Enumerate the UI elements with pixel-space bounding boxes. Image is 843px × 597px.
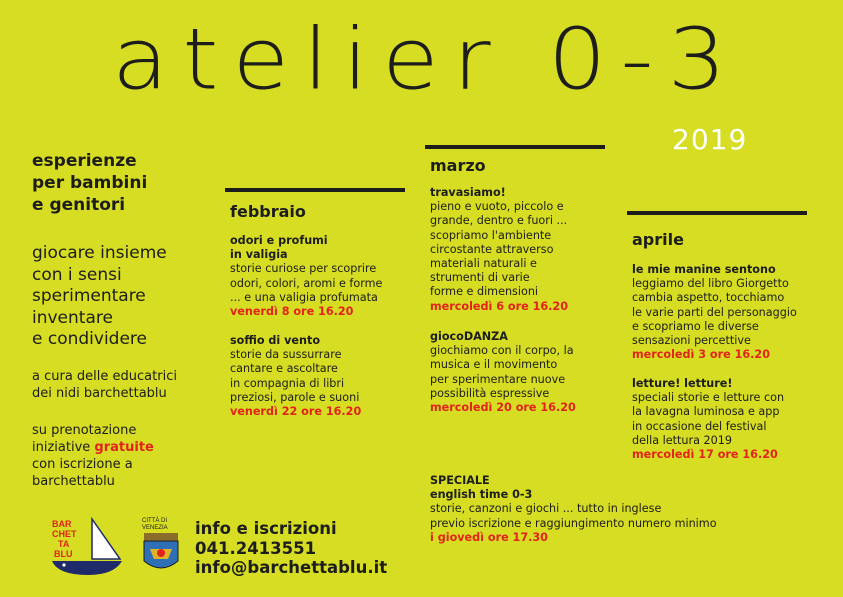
svg-text:TA: TA <box>58 539 70 549</box>
event-marzo-2: giocoDANZA giochiamo con il corpo, la musica e il movimento per sperimentare nuove possibilità espressive mercoledì 20 ore 16.20 <box>430 330 610 415</box>
event-febbraio-2: soffio di vento storie da sussurrare cantare e ascoltare in compagnia di libri preziosi, parole e suoni venerdì 22 ore 16.20 <box>230 334 410 419</box>
intro-lines: giocare insieme con i sensi sperimentare inventare e condividere <box>32 243 167 349</box>
aprile-divider <box>627 211 807 215</box>
event-date: mercoledì 3 ore 16.20 <box>632 348 770 362</box>
svg-text:BAR: BAR <box>52 519 72 529</box>
event-date: mercoledì 20 ore 16.20 <box>430 401 576 415</box>
event-date: venerdì 8 ore 16.20 <box>230 305 354 319</box>
svg-text:CHET: CHET <box>52 529 77 539</box>
month-febbraio: febbraio <box>230 202 306 221</box>
contact-block <box>195 519 387 578</box>
event-febbraio-1: odori e profumi in valigia storie curiose per scoprire odori, colori, aromi e forme ... e una valigia profumata venerdì 8 ore 16.20 <box>230 234 410 319</box>
curated-by: a cura delle educatrici dei nidi barchettablu <box>32 369 177 401</box>
febbraio-divider <box>225 188 405 192</box>
event-date: venerdì 22 ore 16.20 <box>230 405 362 419</box>
contact-label: info e iscrizioni <box>195 519 337 538</box>
free-badge: gratuite <box>94 440 154 455</box>
event-aprile-2: letture! letture! speciali storie e letture con la lavagna luminosa e app in occasione del festival della lettura 2019 mercoledì 17 ore 16.20 <box>632 377 827 462</box>
intro-heading: esperienze per bambini e genitori <box>32 151 148 215</box>
event-speciale: SPECIALE english time 0-3 storie, canzoni e giochi ... tutto in inglese previo iscrizione e raggiungimento numero minimo i giovedì ore 17.30 <box>430 474 790 545</box>
barchettablu-logo <box>48 515 126 577</box>
booking-info: su prenotazione iniziative gratuite con iscrizione a barchettablu <box>32 423 154 489</box>
event-date: mercoledì 6 ore 16.20 <box>430 299 568 313</box>
contact-email[interactable]: info@barchettablu.it <box>195 558 388 577</box>
page-title: atelier 0-3 <box>112 10 741 109</box>
marzo-divider <box>425 145 605 149</box>
event-date: i giovedì ore 17.30 <box>430 530 548 544</box>
svg-text:BLU: BLU <box>54 549 73 559</box>
event-aprile-1: le mie manine sentono leggiamo del libro Giorgetto cambia aspetto, tocchiamo le varie parti del personaggio e scopriamo le diverse sensazioni percettive mercoledì 3 ore 16.20 <box>632 263 827 362</box>
svg-text:VENEZIA: VENEZIA <box>142 525 168 531</box>
city-of-venice-crest <box>138 515 184 577</box>
event-marzo-1: travasiamo! pieno e vuoto, piccolo e grande, dentro e fuori ... scopriamo l'ambiente circostante attraverso materiali naturali e strumenti di varie forme e dimensioni mercoledì 6 ore 16.20 <box>430 186 610 314</box>
svg-text:CITTÀ DI: CITTÀ DI <box>142 518 167 524</box>
contact-phone[interactable]: 041.2413551 <box>195 538 317 558</box>
month-aprile: aprile <box>632 230 684 249</box>
event-date: mercoledì 17 ore 16.20 <box>632 448 778 462</box>
year-label: 2019 <box>672 123 748 156</box>
month-marzo: marzo <box>430 156 486 175</box>
